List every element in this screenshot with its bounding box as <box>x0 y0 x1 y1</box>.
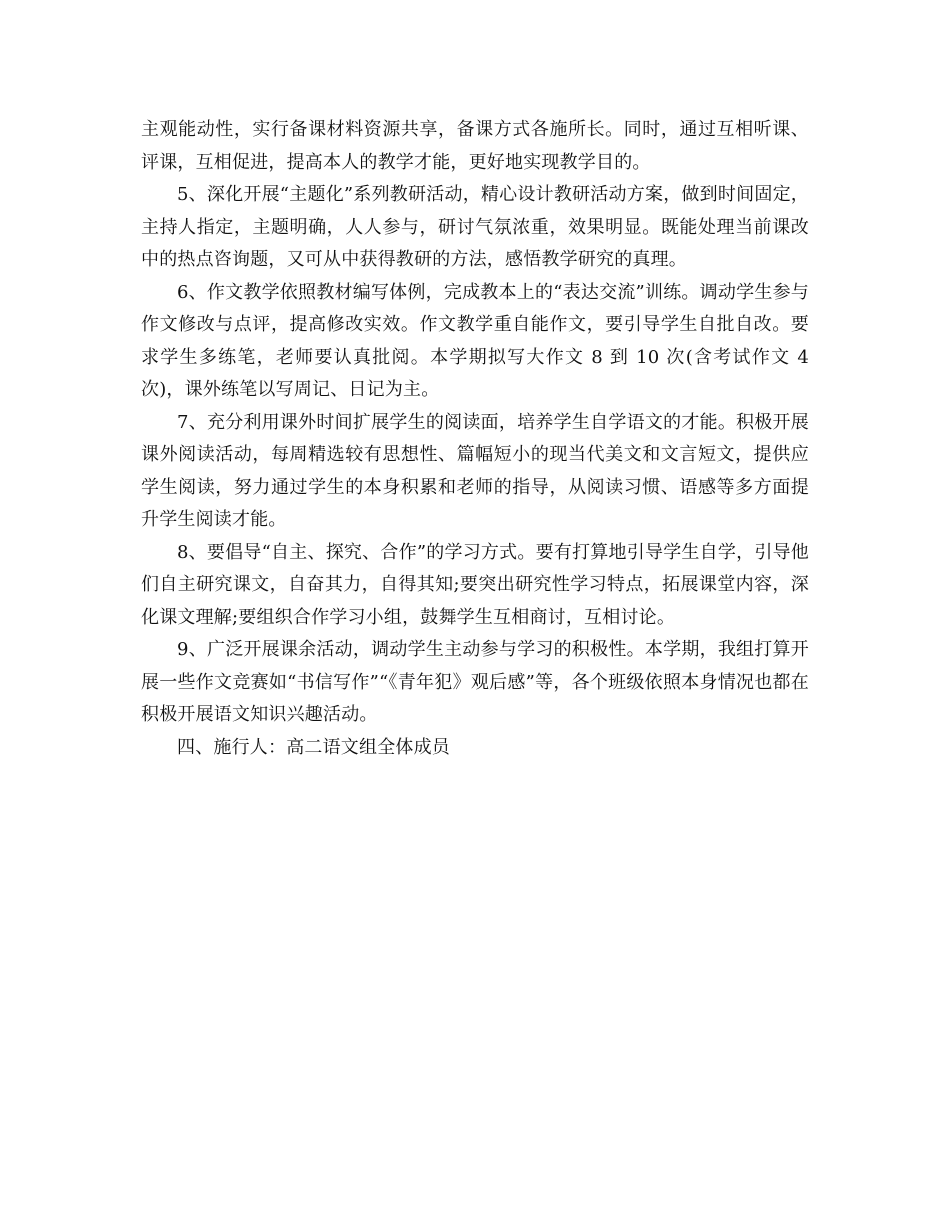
paragraph-item-5: 5、深化开展“主题化”系列教研活动，精心设计教研活动方案，做到时间固定，主持人指定，主题明确，人人参与，研讨气氛浓重，效果明显。既能处理当前课改中的热点咨询题，又可从中获得教研的方法，感悟教学研究的真理。 <box>141 184 809 270</box>
paragraph-item-8: 8、要倡导“自主、探究、合作”的学习方式。要有打算地引导学生自学，引导他们自主研究课文，自奋其力，自得其知;要突出研究性学习特点，拓展课堂内容，深化课文理解;要组织合作学习小组，鼓舞学生互相商讨，互相讨论。 <box>141 541 809 628</box>
paragraph-item-7: 7、充分利用课外时间扩展学生的阅读面，培养学生自学语文的才能。积极开展课外阅读活动，每周精选较有思想性、篇幅短小的现当代美文和文言短文，提供应学生阅读，努力通过学生的本身积累和老师的指导，从阅读习惯、语感等多方面提升学生阅读才能。 <box>141 411 809 530</box>
document-page <box>141 114 809 764</box>
paragraph-continuation: 主观能动性，实行备课材料资源共享，备课方式各施所长。同时，通过互相听课、评课，互相促进，提高本人的教学才能，更好地实现教学目的。 <box>141 119 809 173</box>
paragraph-item-6: 6、作文教学依照教材编写体例，完成教本上的“表达交流”训练。调动学生参与作文修改与点评，提高修改实效。作文教学重自能作文，要引导学生自批自改。要求学生多练笔，老师要认真批阅。本学期拟写大作文 8 到 10 次(含考试作文 4 次)，课外练笔以写周记、日记为主。 <box>141 281 809 400</box>
paragraph-section-4: 四、施行人：高二语文组全体成员 <box>177 736 450 758</box>
paragraph-item-9: 9、广泛开展课余活动，调动学生主动参与学习的积极性。本学期，我组打算开展一些作文竞赛如“书信写作”“《青年犯》观后感”等，各个班级依照本身情况也都在积极开展语文知识兴趣活动。 <box>141 639 809 725</box>
